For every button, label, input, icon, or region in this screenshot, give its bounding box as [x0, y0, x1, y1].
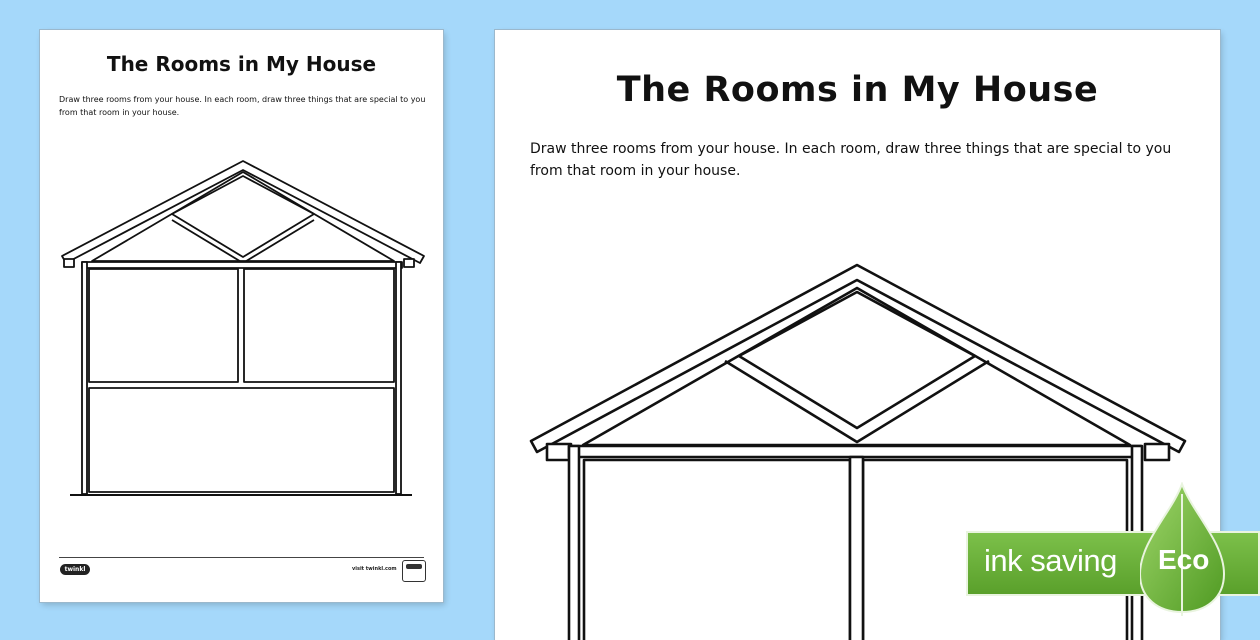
worksheet-instructions: Draw three rooms from your house. In each room, draw three things that are special to you from that room in your house. [59, 95, 426, 117]
quality-badge-icon [402, 560, 426, 582]
eco-label: Eco [1158, 544, 1210, 575]
eco-banner-text: ink saving [984, 543, 1117, 578]
house-outline-drawing [40, 30, 443, 510]
footer-divider [59, 557, 424, 558]
worksheet-title: The Rooms in My House [106, 52, 377, 76]
worksheet-preview-small[interactable] [40, 30, 443, 602]
worksheet-instructions-large: Draw three rooms from your house. In each room, draw three things that are special to you from that room in your house. [530, 141, 1172, 179]
footer-url: visit twinkl.com [352, 566, 397, 572]
twinkl-logo: twinkl [60, 564, 90, 575]
worksheet-title-large: The Rooms in My House [616, 70, 1099, 110]
